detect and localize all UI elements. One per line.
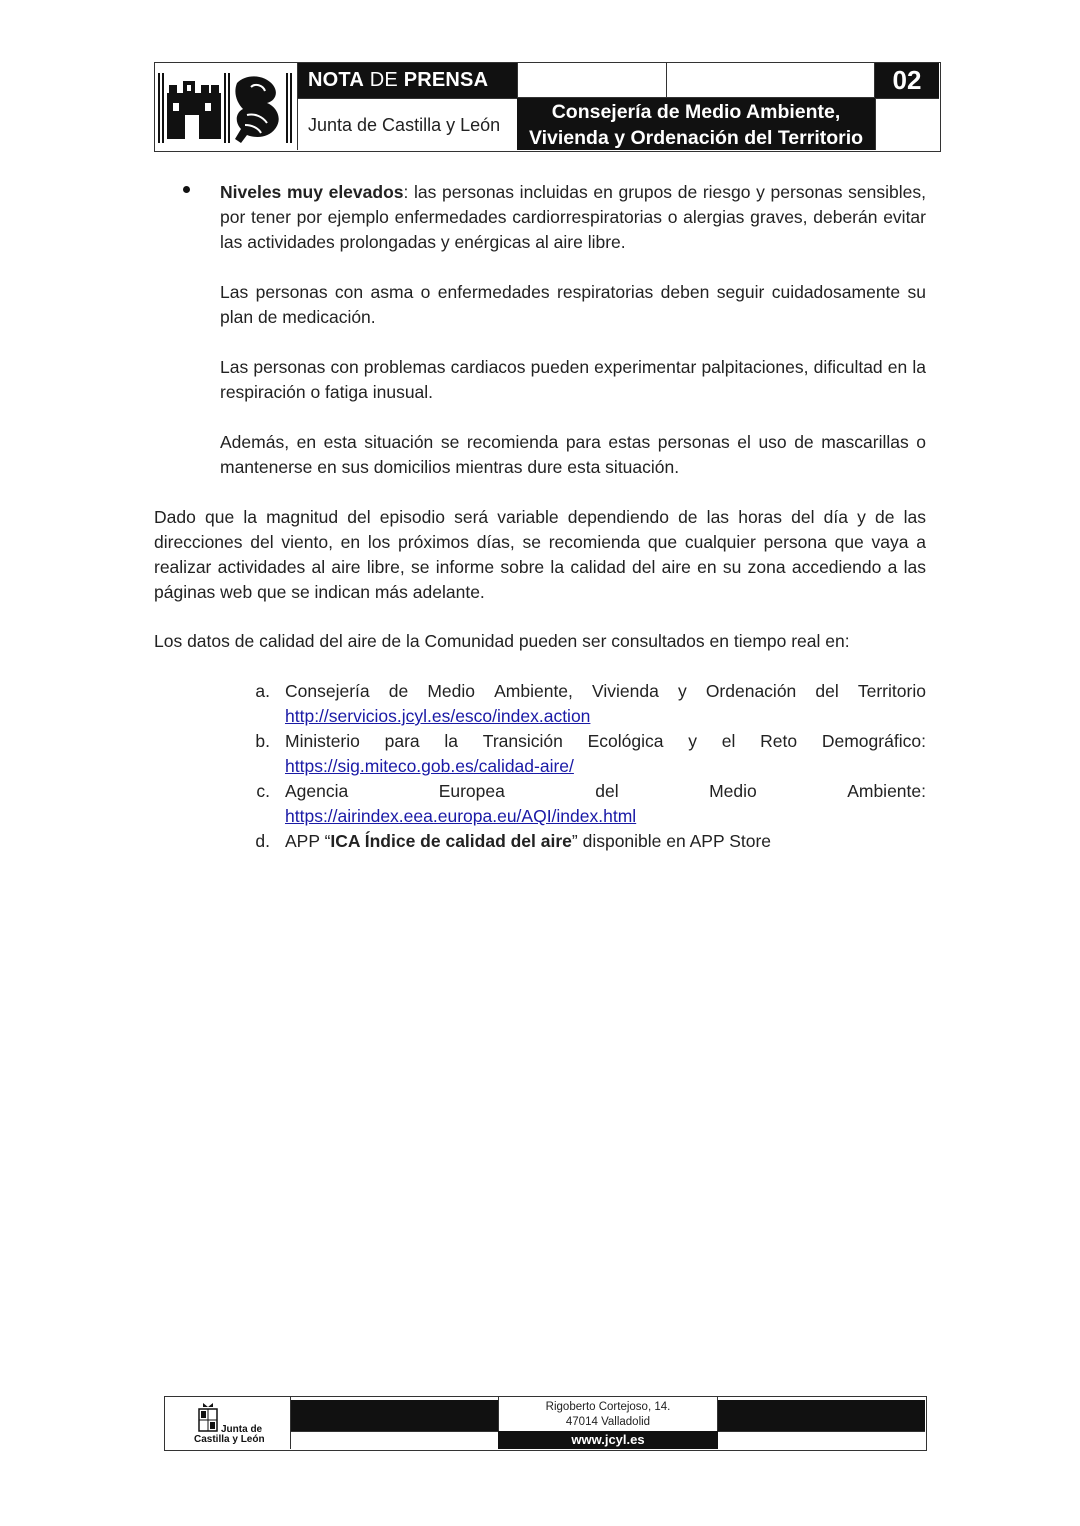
app-name: ICA Índice de calidad del aire <box>330 831 572 851</box>
header-blank-cell <box>667 63 875 98</box>
footer-blank-cell <box>291 1431 498 1449</box>
sources-list <box>250 679 926 854</box>
list-item <box>250 679 926 729</box>
list-marker: c. <box>256 781 270 801</box>
bullet-paragraph <box>220 180 926 255</box>
footer-address <box>498 1397 718 1431</box>
footer-black-band <box>718 1400 925 1431</box>
list-item <box>250 779 926 829</box>
coat-of-arms-logo <box>155 63 298 150</box>
consejeria-line-2: Vivienda y Ordenación del Territorio <box>528 127 864 149</box>
page-footer <box>164 1396 927 1451</box>
address-line-1: Rigoberto Cortejoso, 14. <box>545 1401 671 1413</box>
bullet-dot-icon <box>183 186 190 193</box>
asthma-paragraph: Las personas con asma o enfermedades respiratorias deben seguir cuidadosamente su plan de medicación. <box>220 282 926 327</box>
list-item <box>250 729 926 779</box>
footer-black-band <box>291 1400 498 1431</box>
footer-logo-line-2: Castilla y León <box>194 1434 265 1445</box>
nota-de-prensa-label: NOTA DE PRENSA <box>298 63 517 98</box>
list-marker: d. <box>255 831 270 851</box>
consejeria-title <box>517 98 875 150</box>
footer-logo-line-1: Junta de <box>221 1424 263 1435</box>
bullet-term: Niveles muy elevados <box>220 182 404 202</box>
episode-paragraph: Dado que la magnitud del episodio será variable dependiendo de las horas del día y de las direcciones del viento, en los próximos días, se recomienda que cualquier persona que vaya a realizar actividades al aire libre, se informe sobre la calidad del aire en su zona accediendo a las páginas web que se indican más adelante. <box>154 507 926 602</box>
masks-paragraph: Además, en esta situación se recomienda para estas personas el uso de mascarillas o mantenerse en sus domicilios mientras dure esta situación. <box>220 432 926 477</box>
footer-blank-cell <box>718 1431 925 1449</box>
list-item-title: Consejería de Medio Ambiente, Vivienda y Ordenación del Territorio <box>285 681 926 701</box>
list-marker: b. <box>255 731 270 751</box>
header-blank-cell <box>517 63 667 98</box>
castle-lion-icon <box>155 63 295 149</box>
list-item-title: Ministerio para la Transición Ecológica y el Reto Demográfico: <box>285 731 926 751</box>
consejeria-line-1: Consejería de Medio Ambiente, <box>551 101 841 123</box>
jcyl-link[interactable]: http://servicios.jcyl.es/esco/index.action <box>285 706 591 726</box>
header-blank-cell <box>875 98 939 150</box>
bullet-text: : las personas incluidas en grupos de riesgo y personas sensibles, por tener por ejemplo enfermedades cardiorrespiratorias o alergias graves, deberán evitar las actividades prolongadas y enérgicas al aire libre. <box>220 182 927 252</box>
list-item-title: Agencia Europea del Medio Ambiente: <box>285 781 926 801</box>
eea-link[interactable]: https://airindex.eea.europa.eu/AQI/index.html <box>285 806 637 826</box>
address-line-2: 47014 Valladolid <box>565 1416 651 1428</box>
organization-name: Junta de Castilla y León <box>298 98 517 150</box>
footer-website[interactable]: www.jcyl.es <box>498 1431 718 1449</box>
data-sources-intro: Los datos de calidad del aire de la Comunidad pueden ser consultados en tiempo real en: <box>154 631 850 651</box>
footer-logo <box>165 1397 291 1449</box>
press-header <box>154 62 941 152</box>
list-marker: a. <box>255 681 270 701</box>
miteco-link[interactable]: https://sig.miteco.gob.es/calidad-aire/ <box>285 756 574 776</box>
footer-crest-icon <box>195 1401 221 1437</box>
cardiac-paragraph: Las personas con problemas cardiacos pueden experimentar palpitaciones, dificultad en la respiración o fatiga inusual. <box>220 357 926 402</box>
page-number: 02 <box>875 63 939 98</box>
list-item: d. APP “ICA Índice de calidad del aire” disponible en APP Store <box>250 829 926 854</box>
